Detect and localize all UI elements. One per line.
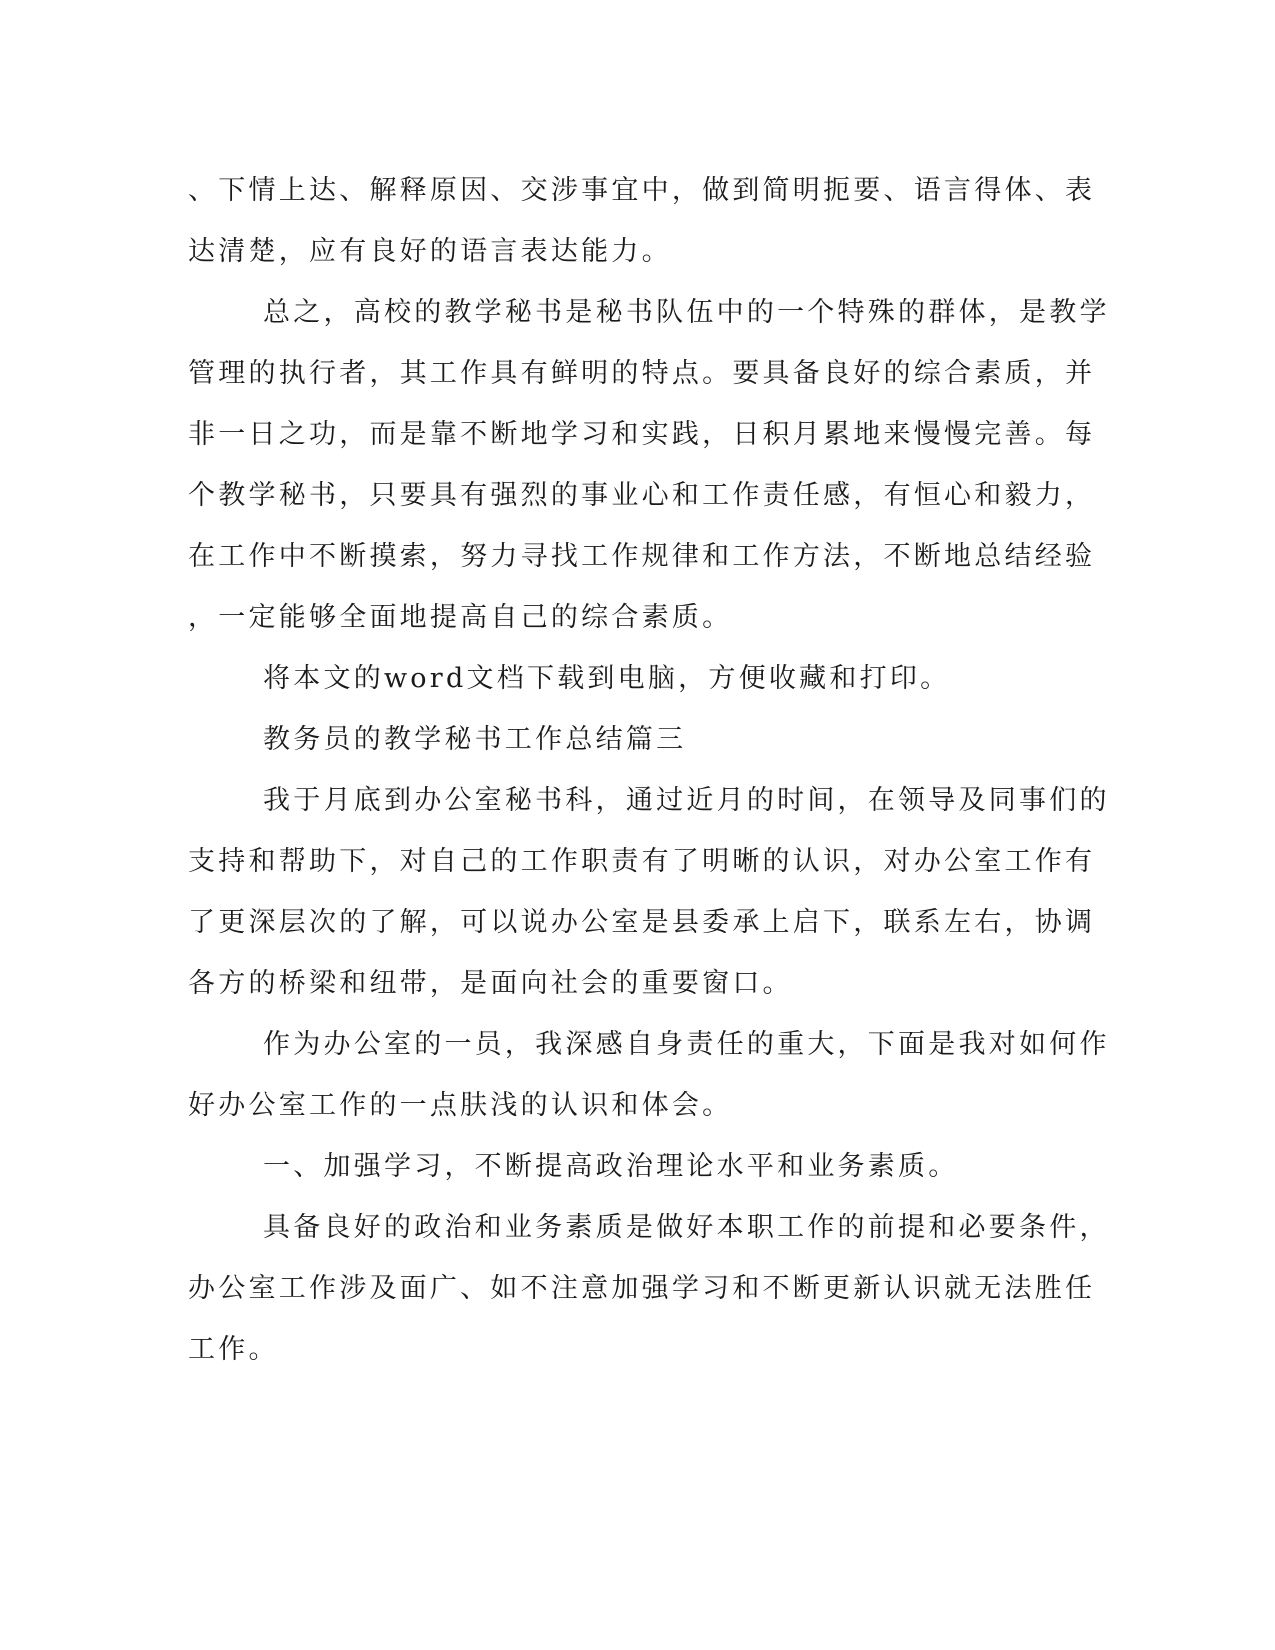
document-body <box>188 160 1110 1380</box>
text-line: ，一定能够全面地提高自己的综合素质。 <box>188 602 733 633</box>
section-title: 教务员的教学秘书工作总结篇三 <box>263 724 687 755</box>
subheading-line: 一、加强学习，不断提高政治理论水平和业务素质。 <box>263 1151 959 1182</box>
download-note: 将本文的word文档下载到电脑，方便收藏和打印。 <box>263 663 951 694</box>
text-line: 了更深层次的了解，可以说办公室是县委承上启下，联系左右，协调 <box>188 907 1096 938</box>
text-line: 、下情上达、解释原因、交涉事宜中，做到简明扼要、语言得体、表 <box>188 175 1096 206</box>
text-line: 各方的桥梁和纽带，是面向社会的重要窗口。 <box>188 968 793 999</box>
text-line: 在工作中不断摸索，努力寻找工作规律和工作方法，不断地总结经验 <box>188 541 1096 572</box>
paragraph-start-line: 我于月底到办公室秘书科，通过近月的时间，在领导及同事们的 <box>263 785 1110 816</box>
text-line: 非一日之功，而是靠不断地学习和实践，日积月累地来慢慢完善。每 <box>188 419 1096 450</box>
text-line: 办公室工作涉及面广、如不注意加强学习和不断更新认识就无法胜任 <box>188 1273 1096 1304</box>
text-line: 工作。 <box>188 1334 279 1365</box>
paragraph-start-line: 总之，高校的教学秘书是秘书队伍中的一个特殊的群体，是教学 <box>263 297 1110 328</box>
paragraph-start-line: 具备良好的政治和业务素质是做好本职工作的前提和必要条件， <box>263 1212 1110 1243</box>
text-line: 个教学秘书，只要具有强烈的事业心和工作责任感，有恒心和毅力， <box>188 480 1096 511</box>
text-line: 达清楚，应有良好的语言表达能力。 <box>188 236 672 267</box>
text-line: 管理的执行者，其工作具有鲜明的特点。要具备良好的综合素质，并 <box>188 358 1096 389</box>
paragraph-start-line: 作为办公室的一员，我深感自身责任的重大，下面是我对如何作 <box>263 1029 1110 1060</box>
text-line: 好办公室工作的一点肤浅的认识和体会。 <box>188 1090 733 1121</box>
text-line: 支持和帮助下，对自己的工作职责有了明晰的认识，对办公室工作有 <box>188 846 1096 877</box>
